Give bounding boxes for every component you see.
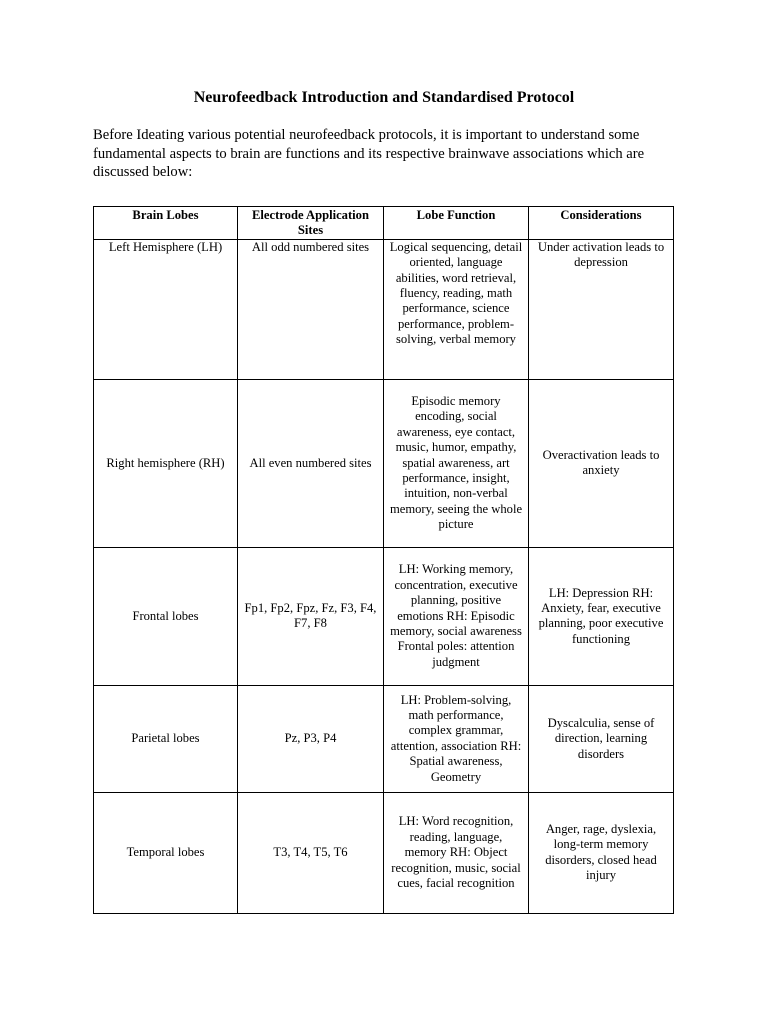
cell-brain-lobe: Parietal lobes xyxy=(94,685,238,792)
table-row xyxy=(94,239,674,379)
table-header-row xyxy=(94,207,674,240)
header-lobe-function: Lobe Function xyxy=(384,207,529,240)
cell-electrode-sites: All odd numbered sites xyxy=(238,239,384,379)
header-electrode-sites: Electrode Application Sites xyxy=(238,207,384,240)
cell-considerations: Dyscalculia, sense of direction, learning disorders xyxy=(529,685,674,792)
cell-considerations: LH: Depression RH: Anxiety, fear, executive planning, poor executive functioning xyxy=(529,547,674,685)
cell-considerations: Under activation leads to depression xyxy=(529,239,674,379)
table-row xyxy=(94,547,674,685)
page-title: Neurofeedback Introduction and Standardised Protocol xyxy=(193,89,575,106)
cell-lobe-function: LH: Word recognition, reading, language, memory RH: Object recognition, music, social cues, facial recognition xyxy=(384,792,529,913)
cell-electrode-sites: All even numbered sites xyxy=(238,379,384,547)
cell-electrode-sites: Fp1, Fp2, Fpz, Fz, F3, F4, F7, F8 xyxy=(238,547,384,685)
cell-brain-lobe: Right hemisphere (RH) xyxy=(94,379,238,547)
cell-lobe-function: Episodic memory encoding, social awareness, eye contact, music, humor, empathy, spatial awareness, art performance, insight, intuition, non-verbal memory, seeing the whole picture xyxy=(384,379,529,547)
cell-considerations: Anger, rage, dyslexia, long-term memory disorders, closed head injury xyxy=(529,792,674,913)
cell-electrode-sites: T3, T4, T5, T6 xyxy=(238,792,384,913)
table-row xyxy=(94,379,674,547)
cell-lobe-function: LH: Problem-solving, math performance, complex grammar, attention, association RH: Spatial awareness, Geometry xyxy=(384,685,529,792)
cell-brain-lobe: Frontal lobes xyxy=(94,547,238,685)
cell-electrode-sites: Pz, P3, P4 xyxy=(238,685,384,792)
cell-brain-lobe: Temporal lobes xyxy=(94,792,238,913)
table-row xyxy=(94,685,674,792)
cell-lobe-function: LH: Working memory, concentration, executive planning, positive emotions RH: Episodic memory, social awareness Frontal poles: attention judgment xyxy=(384,547,529,685)
header-brain-lobes: Brain Lobes xyxy=(94,207,238,240)
table-row xyxy=(94,792,674,913)
cell-lobe-function: Logical sequencing, detail oriented, language abilities, word retrieval, fluency, reading, math performance, science performance, problem-solving, verbal memory xyxy=(384,239,529,379)
cell-brain-lobe: Left Hemisphere (LH) xyxy=(94,239,238,379)
brain-lobes-table xyxy=(93,206,674,914)
header-considerations: Considerations xyxy=(529,207,674,240)
intro-paragraph: Before Ideating various potential neurofeedback protocols, it is important to understand some fundamental aspects to brain are functions and its respective brainwave associations which are discussed below: xyxy=(93,127,645,180)
cell-considerations: Overactivation leads to anxiety xyxy=(529,379,674,547)
